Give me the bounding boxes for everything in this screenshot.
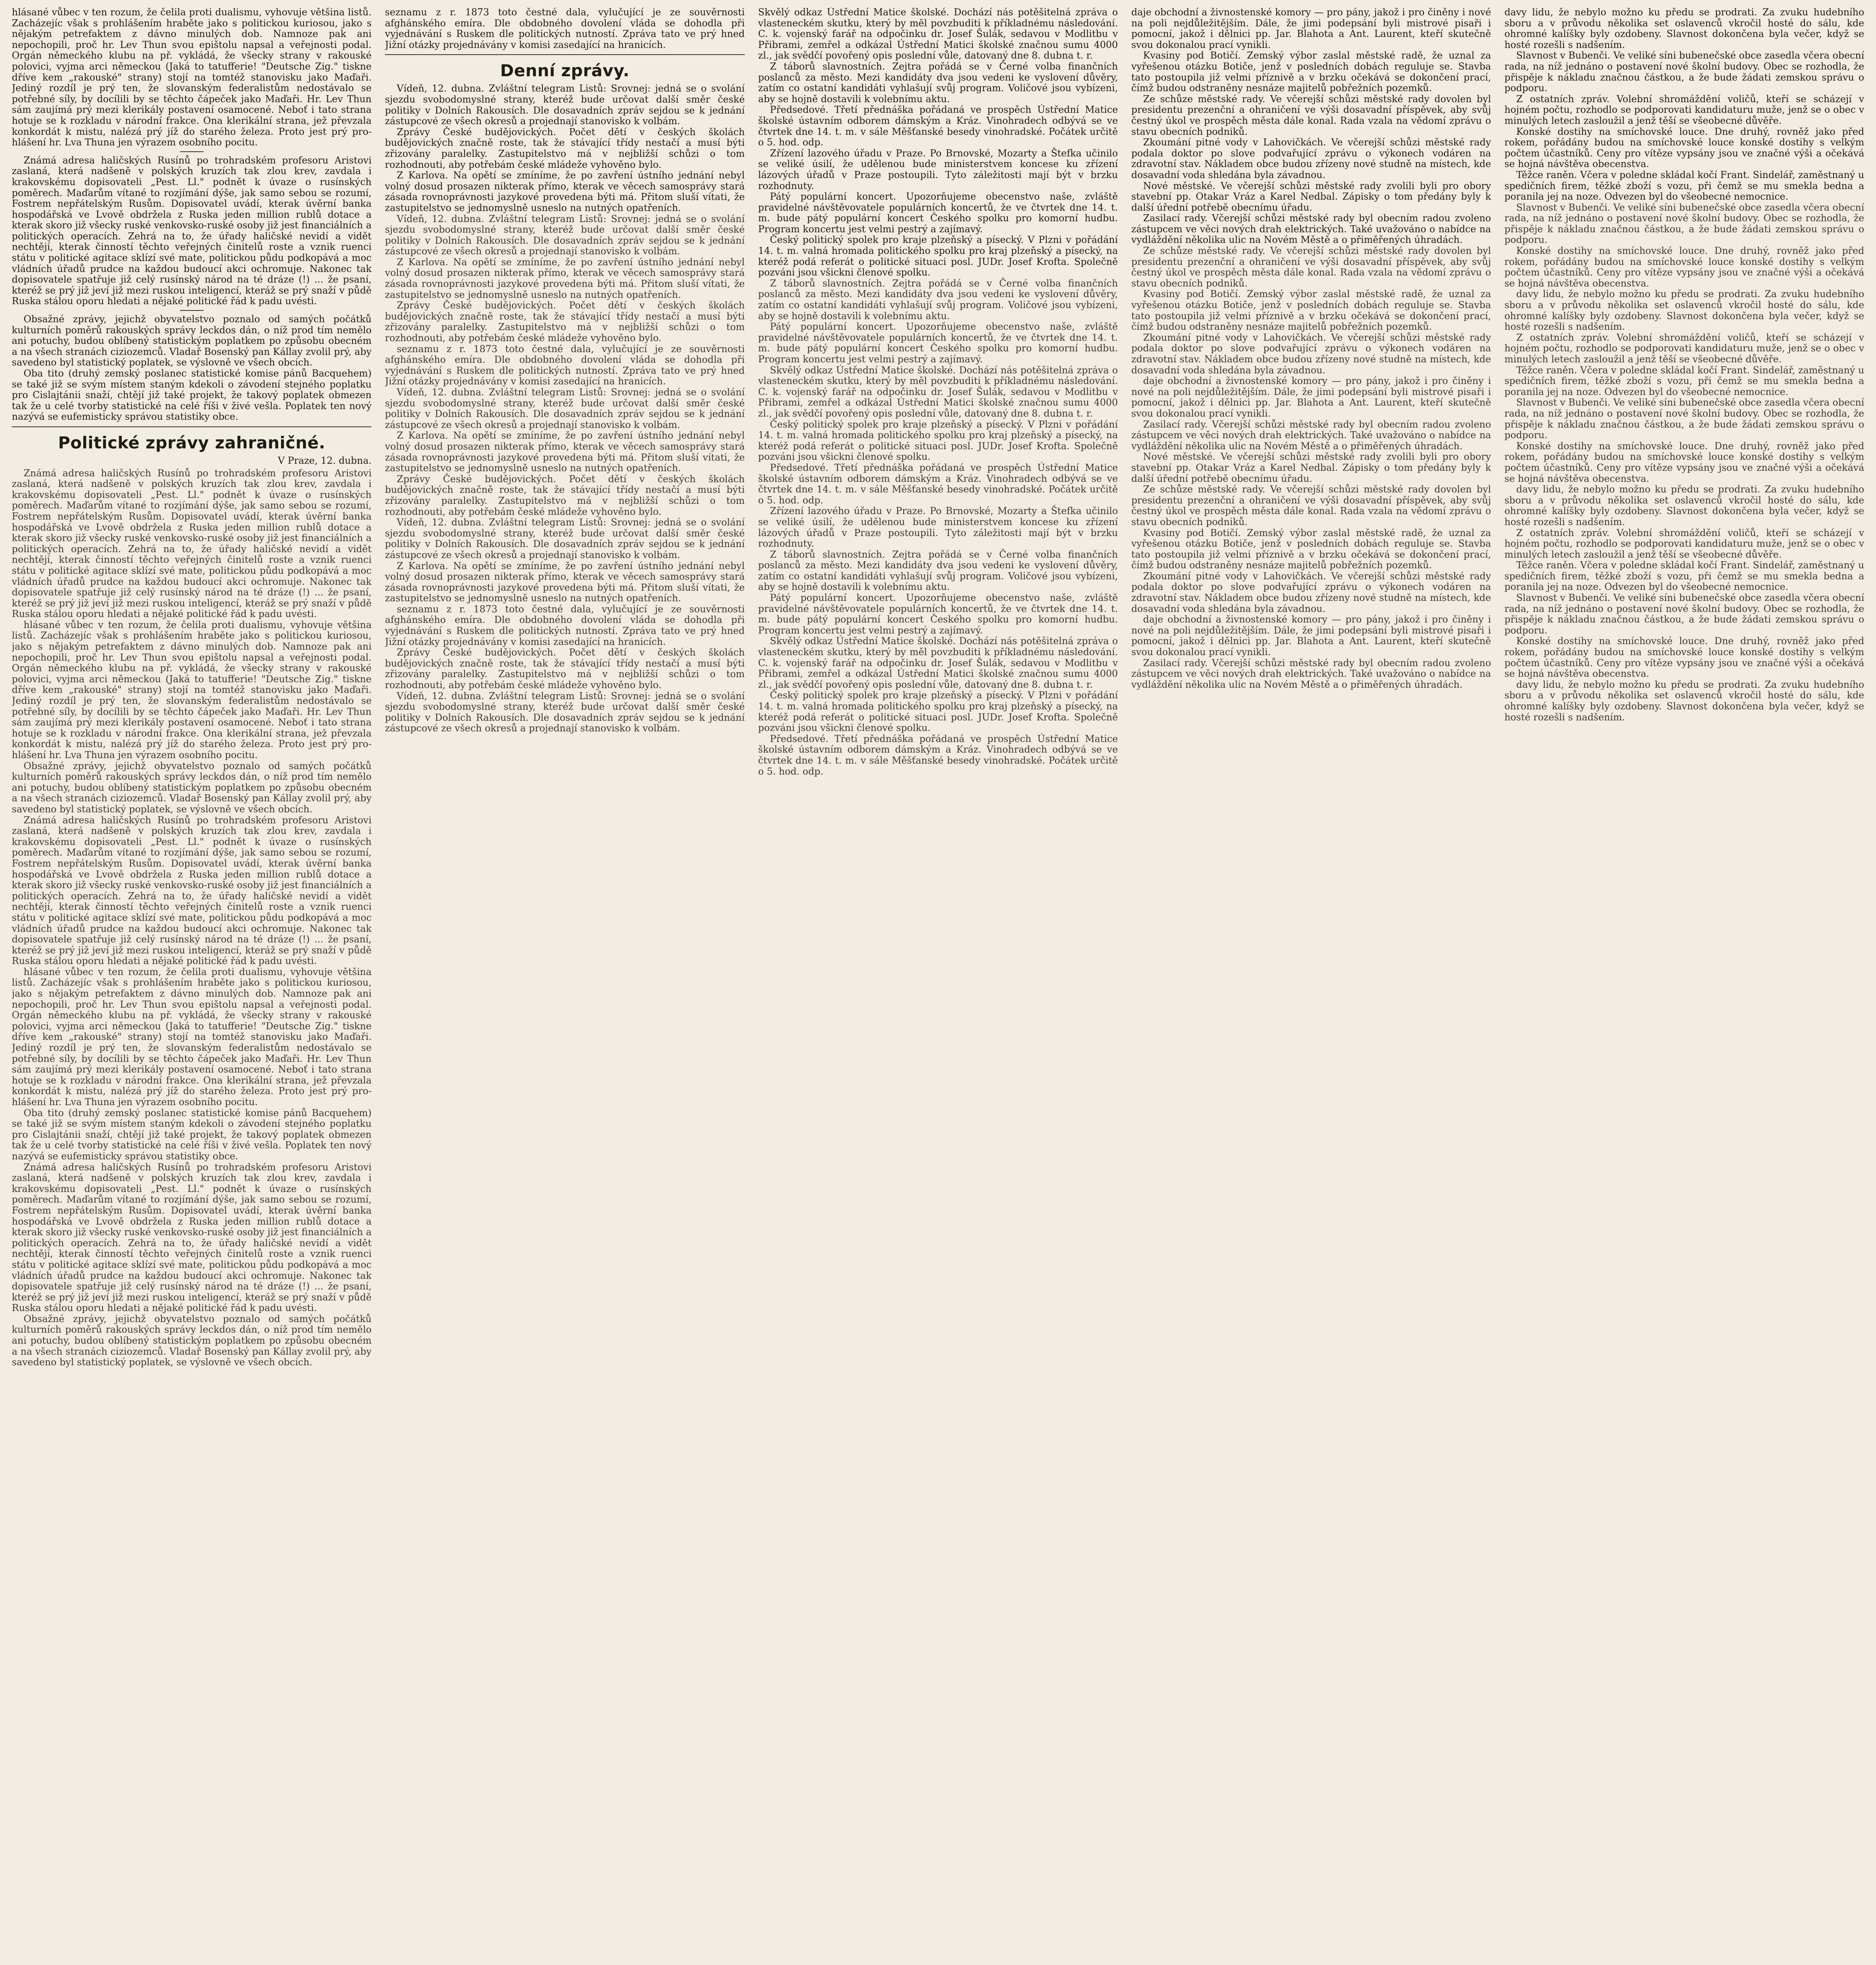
paragraph: Vídeň, 12. dubna. Zvláštní telegram Listů: Srovnej: jedná se o svolání sjezdu svobodomyslné strany, kteréž bude určovat další směr české politiky v Dolních Rakousích. Dle dosavadních zpráv sejdou se k jednání zástupcové ze všech okresů a projednají stanovisko k volbám. (385, 387, 745, 430)
paragraph: Zasilací rady. Včerejší schůzi městské rady byl obecním radou zvoleno zástupcem ve věci nových drah elektrických. Také uvažováno o nabídce na vydláždění několika ulic na Novém Městě a o přiměřených úhradách. (1131, 213, 1491, 246)
paragraph: Zprávy České budějovických. Počet dětí v českých školách budějovických značně roste, tak že stávající třídy nestačí a musí býti zřizovány paralelky. Zastupitelstvo má v nejbližší schůzi o tom rozhodnouti, aby potřebám české mládeže vyhověno bylo. (385, 647, 745, 691)
paragraph: Skvělý odkaz Ústřední Matice školské. Dochází nás potěšitelná zpráva o vlasteneckém skutku, který by měl povzbuditi k příkladnému následování. C. k. vojenský farář na odpočinku dr. Josef Šulák, sedavou v Modlitbu v Přibrami, zemřel a odkázal Ústřední Matici školské značnou sumu 4000 zl., jak svědčí povořený opis poslední vůle, datovaný dne 8. dubna t. r. (758, 364, 1118, 419)
paragraph: Zřízení lazového úřadu v Praze. Po Brnovské, Mozarty a Štefka učinilo se veliké úsilí, že udělenou bude ministerstvem koncese ku zřízení lázových úřadů v Praze postoupili. Tyto záležitosti mají být v brzku rozhodnuty. (758, 505, 1118, 549)
paragraph: davy lidu, že nebylo možno ku předu se prodrati. Za zvuku hudebního sboru a v průvodu několika set oslavenců vkročil hosté do sálu, kde ohromné kalíšky byly ozdobeny. Slavnost dokončena byla večer, když se hosté rozešli s nadšením. (1504, 7, 1864, 50)
paragraph: Vídeň, 12. dubna. Zvláštní telegram Listů: Srovnej: jedná se o svolání sjezdu svobodomyslné strany, kteréž bude určovat další směr české politiky v Dolních Rakousích. Dle dosavadních zpráv sejdou se k jednání zástupcové ze všech okresů a projednají stanovisko k volbám. (385, 83, 745, 127)
paragraph: Zasilací rady. Včerejší schůzi městské rady byl obecním radou zvoleno zástupcem ve věci nových drah elektrických. Také uvažováno o nabídce na vydláždění několika ulic na Novém Městě a o přiměřených úhradách. (1131, 657, 1491, 690)
column-5 (1505, 7, 1864, 1965)
section-rule (12, 426, 371, 427)
paragraph: daje obchodní a živnostenské komory — pro pány, jakož i pro činěny i nové na poli nejdůležitějším. Dále, že jimi podepsání byli mistrové pisaři i pomocní, jakož i dělnici pp. Jar. Blahota a Ant. Laurent, kteří skutečně svou dokonalou prací vynikli. (1131, 614, 1491, 658)
paragraph: Skvělý odkaz Ústřední Matice školské. Dochází nás potěšitelná zpráva o vlasteneckém skutku, který by měl povzbuditi k příkladnému následování. C. k. vojenský farář na odpočinku dr. Josef Šulák, sedavou v Modlitbu v Přibrami, zemřel a odkázal Ústřední Matici školské značnou sumu 4000 zl., jak svědčí povořený opis poslední vůle, datovaný dne 8. dubna t. r. (758, 7, 1118, 61)
paragraph: Ze schůze městské rady. Ve včerejší schůzi městské rady dovolen byl presidentu prezenční a ohraničení ve výši dosavadní příspěvek, aby svůj čestný úkol ve prospěch města dále konal. Rada vzala na vědomí zprávu o stavu obecních podniků. (1131, 484, 1491, 527)
paragraph: Konské dostihy na smíchovské louce. Dne druhý, rovněž jako před rokem, pořádány budou na smíchovské louce konské dostihy s velkým počtem účastníků. Ceny pro vítěze vypsány jsou ve značné výši a očekává se hojná návštěva obecenstva. (1504, 245, 1864, 289)
paragraph: Z táborů slavnostních. Zejtra pořádá se v Černé volba finančních poslanců za město. Mezi kandidáty dva jsou vedeni ke vyslovení důvěry, zatím co ostatní kandidáti vyhlašují svůj program. Voličové jsou vybízeni, aby se hojně dostavili k volebnímu aktu. (758, 277, 1118, 321)
paragraph: Nové městské. Ve včerejší schůzi městské rady zvolili byli pro obory stavební pp. Otakar Vráz a Karel Nedbal. Zápisky o tom předány byly k další úřední potřebě obecnímu úřadu. (1131, 451, 1491, 484)
paragraph: Kvasiny pod Botičí. Zemský výbor zaslal městské radě, že uznal za vyřešenou otázku Botiče, jenž v posledních dobách reguluje se. Stavba tato postoupila již velmi příznivě a v brzku očekává se dokončení prací, čímž budou odstraněny nesnáze majitelů pobřežních pozemků. (1131, 288, 1491, 332)
paragraph: Těžce raněn. Včera v poledne skládal kočí Frant. Sindelář, zaměstnaný u spedičních firem, těžké zboží s vozu, při čemž se mu smekla bedna a poranila jej na noze. Odvezen byl do všeobecné nemocnice. (1504, 169, 1864, 202)
paragraph: hlásané vůbec v ten rozum, že čelila proti dualismu, vyhovuje většina listů. Zacházejíc však s prohlášením hraběte jako s politickou kuriosou, jako s nějakým petrefaktem z dávno minulých dob. Namnoze pak ani nepochopili, proč hr. Lev Thun svou epištolu napsal a veřejnosti podal. Orgán německého klubu na př. vykládá, že všecky strany v rakouské polovici, vyjma arci německou (Jaká to tatufferie! "Deutsche Zig." tiskne dříve kem „rakouské" strany) stojí na tomtéž stanovisku jako Maďaři. Jediný rozdíl je prý ten, že slovanským federalistům nedostávalo se potřebné síly, by docílili by se těchto čápeček jako Maďaři. Hr. Lev Thun sám zaujímá prý mezi klerikály postavení osamocené. Neboť i tato strana hotuje se k rozkladu v národní frakce. Ona klerikální strana, jež převzala konkordát k mistu, nalézá prý jíž do starého železa. Proto jest prý prohlášení hr. Lva Thuna jen výrazem osobního pocitu. (12, 7, 372, 148)
paragraph: Konské dostihy na smíchovské louce. Dne druhý, rovněž jako před rokem, pořádány budou na smíchovské louce konské dostihy s velkým počtem účastníků. Ceny pro vítěze vypsány jsou ve značné výši a očekává se hojná návštěva obecenstva. (1504, 126, 1864, 170)
section-rule (385, 54, 744, 55)
paragraph: Obsažné zprávy, jejichž obyvatelstvo poznalo od samých počátků kulturních poměrů rakouských správy leckdos dán, o níž prod tím nemělo ani potuchy, budou oblíbený statistickým poplatkem po způsobu obecném a na všech stranách ciziozemců. Vladař Bosenský pan Kállay zvolil prý, aby savedeno byl statistický poplatek, se výslovně ve všech obcích. (12, 760, 372, 815)
paragraph: Zprávy České budějovických. Počet dětí v českých školách budějovických značně roste, tak že stávající třídy nestačí a musí býti zřizovány paralelky. Zastupitelstvo má v nejbližší schůzi o tom rozhodnouti, aby potřebám české mládeže vyhověno bylo. (385, 473, 745, 517)
paragraph: Z ostatních zpráv. Volební shromáždění voličů, kteří se scházejí v hojném počtu, rozhodlo se podporovati kandidaturu muže, jenž se o obec v minulých letech zasloužil a jenž těší se všeobecné důvěře. (1504, 527, 1864, 560)
paragraph: daje obchodní a živnostenské komory — pro pány, jakož i pro činěny i nové na poli nejdůležitějším. Dále, že jimi podepsání byli mistrové pisaři i pomocní, jakož i dělnici pp. Jar. Blahota a Ant. Laurent, kteří skutečně svou dokonalou prací vynikli. (1131, 7, 1491, 50)
paragraph: Konské dostihy na smíchovské louce. Dne druhý, rovněž jako před rokem, pořádány budou na smíchovské louce konské dostihy s velkým počtem účastníků. Ceny pro vítěze vypsány jsou ve značné výši a očekává se hojná návštěva obecenstva. (1504, 635, 1864, 679)
paragraph: Obsažné zprávy, jejichž obyvatelstvo poznalo od samých počátků kulturních poměrů rakouských správy leckdos dán, o níž prod tím nemělo ani potuchy, budou oblíbený statistickým poplatkem po způsobu obecném a na všech stranách ciziozemců. Vladař Bosenský pan Kállay zvolil prý, aby savedeno byl statistický poplatek, se výslovně ve všech obcích. (12, 1313, 372, 1368)
paragraph: davy lidu, že nebylo možno ku předu se prodrati. Za zvuku hudebního sboru a v průvodu několika set oslavenců vkročil hosté do sálu, kde ohromné kalíšky byly ozdobeny. Slavnost dokončena byla večer, když se hosté rozešli s nadšením. (1504, 679, 1864, 723)
paragraph: hlásané vůbec v ten rozum, že čelila proti dualismu, vyhovuje většina listů. Zacházejíc však s prohlášením hraběte jako s politickou kuriosou, jako s nějakým petrefaktem z dávno minulých dob. Namnoze pak ani nepochopili, proč hr. Lev Thun svou epištolu napsal a veřejnosti podal. Orgán německého klubu na př. vykládá, že všecky strany v rakouské polovici, vyjma arci německou (Jaká to tatufferie! "Deutsche Zig." tiskne dříve kem „rakouské" strany) stojí na tomtéž stanovisku jako Maďaři. Jediný rozdíl je prý ten, že slovanským federalistům nedostávalo se potřebné síly, by docílili by se těchto čápeček jako Maďaři. Hr. Lev Thun sám zaujímá prý mezi klerikály postavení osamocené. Neboť i tato strana hotuje se k rozkladu v národní frakce. Ona klerikální strana, jež převzala konkordát k mistu, nalézá prý jíž do starého železa. Proto jest prý prohlášení hr. Lva Thuna jen výrazem osobního pocitu. (12, 619, 372, 760)
paragraph: Zkoumání pitné vody v Lahovičkách. Ve včerejší schůzi městské rady podala doktor po slove podvařující zprávu o výkonech vodáren na zdravotní stav. Nákladem obce budou zřízeny nové studně na místech, kde dosavadní voda shledána byla závadnou. (1131, 137, 1491, 180)
paragraph: Zkoumání pitné vody v Lahovičkách. Ve včerejší schůzi městské rady podala doktor po slove podvařující zprávu o výkonech vodáren na zdravotní stav. Nákladem obce budou zřízeny nové studně na místech, kde dosavadní voda shledána byla závadnou. (1131, 570, 1491, 614)
paragraph: daje obchodní a živnostenské komory — pro pány, jakož i pro činěny i nové na poli nejdůležitějším. Dále, že jimi podepsání byli mistrové pisaři i pomocní, jakož i dělnici pp. Jar. Blahota a Ant. Laurent, kteří skutečně svou dokonalou prací vynikli. (1131, 375, 1491, 419)
column-2 (385, 7, 744, 1965)
filler-text (1505, 202, 1864, 723)
paragraph: Oba tito (druhý zemský poslanec statistické komise pánů Bacquehem) se také již se svým místem staným kdekoli o závodení stejného poplatku pro Cislajtánii snaží, chtějí již také projekt, že takový poplatek obmezen tak že u celé tvorby statistické na celé říši v živé vešla. Poplatek ten nový nazývá se eufemisticky správou statistiky obce. (12, 1107, 372, 1162)
paragraph: Kvasiny pod Botičí. Zemský výbor zaslal městské radě, že uznal za vyřešenou otázku Botiče, jenž v posledních dobách reguluje se. Stavba tato postoupila již velmi příznivě a v brzku očekává se dokončení prací, čímž budou odstraněny nesnáze majitelů pobřežních pozemků. (1131, 50, 1491, 94)
paragraph: Český politický spolek pro kraje plzeňský a písecký. V Plzni v pořádání 14. t. m. valná hromada politického spolku pro kraj plzeňský a písecký, na kteréž podá referát o politické situaci posl. JUDr. Josef Krofta. Společně pozváni jsou všickni členové spolku. (758, 690, 1118, 734)
paragraph: seznamu z r. 1873 toto čestné dala, vylučující je ze souvěrnosti afghánského emíra. Dle obdobného dovolení vláda se dohodla při vyjednávání s Ruskem dle politických nutností. Zpráva tato ve prý hned Jižní otázky projednávány v komisi zasedající na hranicích. (385, 7, 745, 50)
paragraph: Zprávy České budějovických. Počet dětí v českých školách budějovických značně roste, tak že stávající třídy nestačí a musí býti zřizovány paralelky. Zastupitelstvo má v nejbližší schůzi o tom rozhodnouti, aby potřebám české mládeže vyhověno bylo. (385, 126, 745, 170)
paragraph: Nové městské. Ve včerejší schůzi městské rady zvolili byli pro obory stavební pp. Otakar Vráz a Karel Nedbal. Zápisky o tom předány byly k další úřední potřebě obecnímu úřadu. (1131, 180, 1491, 213)
paragraph: Slavnost v Bubenči. Ve veliké síni bubenečské obce zasedla včera obecní rada, na níž jednáno o postavení nové školní budovy. Obec se rozhodla, že přispěje k nákladu značnou částkou, a že bude žádati zemskou správu o podporu. (1504, 50, 1864, 94)
paragraph: davy lidu, že nebylo možno ku předu se prodrati. Za zvuku hudebního sboru a v průvodu několika set oslavenců vkročil hosté do sálu, kde ohromné kalíšky byly ozdobeny. Slavnost dokončena byla večer, když se hosté rozešli s nadšením. (1504, 288, 1864, 332)
paragraph: Vídeň, 12. dubna. Zvláštní telegram Listů: Srovnej: jedná se o svolání sjezdu svobodomyslné strany, kteréž bude určovat další směr české politiky v Dolních Rakousích. Dle dosavadních zpráv sejdou se k jednání zástupcové ze všech okresů a projednají stanovisko k volbám. (385, 213, 745, 257)
paragraph: seznamu z r. 1873 toto čestné dala, vylučující je ze souvěrnosti afghánského emíra. Dle obdobného dovolení vláda se dohodla při vyjednávání s Ruskem dle politických nutností. Zpráva tato ve prý hned Jižní otázky projednávány v komisi zasedající na hranicích. (385, 343, 745, 387)
paragraph: Český politický spolek pro kraje plzeňský a písecký. V Plzni v pořádání 14. t. m. valná hromada politického spolku pro kraj plzeňský a písecký, na kteréž podá referát o politické situaci posl. JUDr. Josef Krofta. Společně pozváni jsou všickni členové spolku. (758, 234, 1118, 278)
paragraph: Známá adresa haličských Rusínů po trohradském profesoru Aristovi zaslaná, která nadšeně v polských kruzích tak zlou krev, zavdala i krakovskému dopisovateli „Pest. Ll." podnět k úvaze o rusínských poměrech. Maďarům vítané to rozjímání dýše, jak samo sebou se rozumí, Fostrem nepřátelským Rusům. Dopisovatel uvádí, kterak úvěrní banka hospodářská ve Lvově obdržela z Ruska jeden million rublů dotace a kterak skoro již všecky ruské venkovsko-ruské osoby již jest financiálních a politických operacích. Zehrá na to, že úřady haličské nevidí a vidět nechtějí, kterak činností těchto veřejných činitelů roste a vznik ruenci státu v politické agitace sklízí své mate, politickou půdu podkopává a moc vládních úřadů prudce na každou budoucí akci ochromuje. Nakonec tak dopisovatele spatřuje již celý rusínský národ na té dráze (!) ... že psaní, kteréž se prý již jeví již mezi ruskou inteligencí, kteráž se prý snaží v půdě Ruska stálou oporu hledati a nějaké politické řád k padu uvésti. (12, 1161, 372, 1314)
paragraph: davy lidu, že nebylo možno ku předu se prodrati. Za zvuku hudebního sboru a v průvodu několika set oslavenců vkročil hosté do sálu, kde ohromné kalíšky byly ozdobeny. Slavnost dokončena byla večer, když se hosté rozešli s nadšením. (1504, 484, 1864, 527)
paragraph: Z táborů slavnostních. Zejtra pořádá se v Černé volba finančních poslanců za město. Mezi kandidáty dva jsou vedeni ke vyslovení důvěry, zatím co ostatní kandidáti vyhlašují svůj program. Voličové jsou vybízeni, aby se hojně dostavili k volebnímu aktu. (758, 549, 1118, 593)
divider (180, 310, 204, 311)
paragraph: Těžce raněn. Včera v poledne skládal kočí Frant. Sindelář, zaměstnaný u spedičních firem, těžké zboží s vozu, při čemž se mu smekla bedna a poranila jej na noze. Odvezen byl do všeobecné nemocnice. (1504, 560, 1864, 593)
paragraph: Pátý populární koncert. Upozorňujeme obecenstvo naše, zvláště pravidelné návštěvovatele populárních koncertů, že ve čtvrtek dne 14. t. m. bude pátý populární koncert Českého spolku pro komorní hudbu. Program koncertu jest velmi pestrý a zajímavý. (758, 321, 1118, 365)
paragraph: Zprávy České budějovických. Počet dětí v českých školách budějovických značně roste, tak že stávající třídy nestačí a musí býti zřizovány paralelky. Zastupitelstvo má v nejbližší schůzi o tom rozhodnouti, aby potřebám české mládeže vyhověno bylo. (385, 300, 745, 344)
paragraph: Předsedové. Třetí přednáška pořádaná ve prospěch Ústřední Matice školské ústavním odborem dámským a Kráz. Vinohradech odbývá se ve čtvrtek dne 14. t. m. v sále Měšťanské besedy vinohradské. Počátek určitě o 5. hod. odp. (758, 462, 1118, 506)
paragraph: Zasilací rady. Včerejší schůzi městské rady byl obecním radou zvoleno zástupcem ve věci nových drah elektrických. Také uvažováno o nabídce na vydláždění několika ulic na Novém Městě a o přiměřených úhradách. (1131, 419, 1491, 452)
paragraph: Slavnost v Bubenči. Ve veliké síni bubenečské obce zasedla včera obecní rada, na níž jednáno o postavení nové školní budovy. Obec se rozhodla, že přispěje k nákladu značnou částkou, a že bude žádati zemskou správu o podporu. (1504, 397, 1864, 441)
dateline: V Praze, 12. dubna. (278, 455, 372, 466)
filler-text (1131, 246, 1491, 690)
paragraph: Konské dostihy na smíchovské louce. Dne druhý, rovněž jako před rokem, pořádány budou na smíchovské louce konské dostihy s velkým počtem účastníků. Ceny pro vítěze vypsány jsou ve značné výši a očekává se hojná návštěva obecenstva. (1504, 440, 1864, 484)
filler-text (385, 214, 744, 735)
paragraph: Vídeň, 12. dubna. Zvláštní telegram Listů: Srovnej: jedná se o svolání sjezdu svobodomyslné strany, kteréž bude určovat další směr české politiky v Dolních Rakousích. Dle dosavadních zpráv sejdou se k jednání zástupcové ze všech okresů a projednají stanovisko k volbám. (385, 690, 745, 734)
section-heading-daily-news: Denní zprávy. (500, 61, 630, 81)
paragraph: Oba tito (druhý zemský poslanec statistické komise pánů Bacquehem) se také již se svým místem staným kdekoli o závodení stejného poplatku pro Cislajtánii snaží, chtějí již také projekt, že takový poplatek obmezen tak že u celé tvorby statistické na celé říši v živé vešla. Poplatek ten nový nazývá se eufemisticky správou statistiky obce. (12, 368, 372, 422)
paragraph: Slavnost v Bubenči. Ve veliké síni bubenečské obce zasedla včera obecní rada, na níž jednáno o postavení nové školní budovy. Obec se rozhodla, že přispěje k nákladu značnou částkou, a že bude žádati zemskou správu o podporu. (1504, 592, 1864, 636)
paragraph: Z Karlova. Na opětí se zmíníme, že po zavření ústního jednání nebyl volný dosud prosazen nikterak přímo, kterak ve věcech samosprávy stará zásada rovnoprávnosti jazykové provedena býti má. Přitom sluší vítati, že zastupitelstvo se jednomyslně usneslo na nutných opatřeních. (385, 256, 745, 300)
paragraph: Ze schůze městské rady. Ve včerejší schůzi městské rady dovolen byl presidentu prezenční a ohraničení ve výši dosavadní příspěvek, aby svůj čestný úkol ve prospěch města dále konal. Rada vzala na vědomí zprávu o stavu obecních podniků. (1131, 93, 1491, 137)
column-4 (1131, 7, 1491, 1965)
paragraph: Z Karlova. Na opětí se zmíníme, že po zavření ústního jednání nebyl volný dosud prosazen nikterak přímo, kterak ve věcech samosprávy stará zásada rovnoprávnosti jazykové provedena býti má. Přitom sluší vítati, že zastupitelstvo se jednomyslně usneslo na nutných opatřeních. (385, 170, 745, 213)
paragraph: Z Karlova. Na opětí se zmíníme, že po zavření ústního jednání nebyl volný dosud prosazen nikterak přímo, kterak ve věcech samosprávy stará zásada rovnoprávnosti jazykové provedena býti má. Přitom sluší vítati, že zastupitelstvo se jednomyslně usneslo na nutných opatřeních. (385, 430, 745, 474)
paragraph: Ze schůze městské rady. Ve včerejší schůzi městské rady dovolen byl presidentu prezenční a ohraničení ve výši dosavadní příspěvek, aby svůj čestný úkol ve prospěch města dále konal. Rada vzala na vědomí zprávu o stavu obecních podniků. (1131, 245, 1491, 289)
paragraph: Slavnost v Bubenči. Ve veliké síni bubenečské obce zasedla včera obecní rada, na níž jednáno o postavení nové školní budovy. Obec se rozhodla, že přispěje k nákladu značnou částkou, a že bude žádati zemskou správu o podporu. (1504, 202, 1864, 246)
paragraph: Pátý populární koncert. Upozorňujeme obecenstvo naše, zvláště pravidelné návštěvovatele populárních koncertů, že ve čtvrtek dne 14. t. m. bude pátý populární koncert Českého spolku pro komorní hudbu. Program koncertu jest velmi pestrý a zajímavý. (758, 191, 1118, 235)
paragraph: Vídeň, 12. dubna. Zvláštní telegram Listů: Srovnej: jedná se o svolání sjezdu svobodomyslné strany, kteréž bude určovat další směr české politiky v Dolních Rakousích. Dle dosavadních zpráv sejdou se k jednání zástupcové ze všech okresů a projednají stanovisko k volbám. (385, 517, 745, 560)
paragraph: Obsažné zprávy, jejichž obyvatelstvo poznalo od samých počátků kulturních poměrů rakouských správy leckdos dán, o níž prod tím nemělo ani potuchy, budou oblíbený statistickým poplatkem po způsobu obecném a na všech stranách ciziozemců. Vladař Bosenský pan Kállay zvolil prý, aby savedeno byl statistický poplatek, se výslovně ve všech obcích. (12, 314, 372, 368)
paragraph: Český politický spolek pro kraje plzeňský a písecký. V Plzni v pořádání 14. t. m. valná hromada politického spolku pro kraj plzeňský a písecký, na kteréž podá referát o politické situaci posl. JUDr. Josef Krofta. Společně pozváni jsou všickni členové spolku. (758, 419, 1118, 463)
paragraph: Známá adresa haličských Rusínů po trohradském profesoru Aristovi zaslaná, která nadšeně v polských kruzích tak zlou krev, zavdala i krakovskému dopisovateli „Pest. Ll." podnět k úvaze o rusínských poměrech. Maďarům vítané to rozjímání dýše, jak samo sebou se rozumí, Fostrem nepřátelským Rusům. Dopisovatel uvádí, kterak úvěrní banka hospodářská ve Lvově obdržela z Ruska jeden million rublů dotace a kterak skoro již všecky ruské venkovsko-ruské osoby již jest financiálních a politických operacích. Zehrá na to, že úřady haličské nevidí a vidět nechtějí, kterak činností těchto veřejných činitelů roste a vznik ruenci státu v politické agitace sklízí své mate, politickou půdu podkopává a moc vládních úřadů prudce na každou budoucí akci ochromuje. Nakonec tak dopisovatele spatřuje již celý rusínský národ na té dráze (!) ... že psaní, kteréž se prý již jeví již mezi ruskou inteligencí, kteráž se prý snaží v půdě Ruska stálou oporu hledati a nějaké politické řád k padu uvésti. (12, 154, 372, 307)
paragraph: Předsedové. Třetí přednáška pořádaná ve prospěch Ústřední Matice školské ústavním odborem dámským a Kráz. Vinohradech odbývá se ve čtvrtek dne 14. t. m. v sále Měšťanské besedy vinohradské. Počátek určitě o 5. hod. odp. (758, 733, 1118, 777)
paragraph: Zřízení lazového úřadu v Praze. Po Brnovské, Mozarty a Štefka učinilo se veliké úsilí, že udělenou bude ministerstvem koncese ku zřízení lázových úřadů v Praze postoupili. Tyto záležitosti mají být v brzku rozhodnuty. (758, 147, 1118, 191)
filler-text (758, 278, 1118, 777)
paragraph: Z ostatních zpráv. Volební shromáždění voličů, kteří se scházejí v hojném počtu, rozhodlo se podporovati kandidaturu muže, jenž se o obec v minulých letech zasloužil a jenž těší se všeobecné důvěře. (1504, 93, 1864, 126)
paragraph: Z Karlova. Na opětí se zmíníme, že po zavření ústního jednání nebyl volný dosud prosazen nikterak přímo, kterak ve věcech samosprávy stará zásada rovnoprávnosti jazykové provedena býti má. Přitom sluší vítati, že zastupitelstvo se jednomyslně usneslo na nutných opatřeních. (385, 560, 745, 604)
paragraph: Z táborů slavnostních. Zejtra pořádá se v Černé volba finančních poslanců za město. Mezi kandidáty dva jsou vedeni ke vyslovení důvěry, zatím co ostatní kandidáti vyhlašují svůj program. Voličové jsou vybízeni, aby se hojně dostavili k volebnímu aktu. (758, 61, 1118, 105)
paragraph: Předsedové. Třetí přednáška pořádaná ve prospěch Ústřední Matice školské ústavním odborem dámským a Kráz. Vinohradech odbývá se ve čtvrtek dne 14. t. m. v sále Měšťanské besedy vinohradské. Počátek určitě o 5. hod. odp. (758, 104, 1118, 148)
filler-text (12, 468, 371, 1368)
column-1 (12, 7, 371, 1965)
paragraph: Zkoumání pitné vody v Lahovičkách. Ve včerejší schůzi městské rady podala doktor po slove podvařující zprávu o výkonech vodáren na zdravotní stav. Nákladem obce budou zřízeny nové studně na místech, kde dosavadní voda shledána byla závadnou. (1131, 332, 1491, 376)
paragraph: Těžce raněn. Včera v poledne skládal kočí Frant. Sindelář, zaměstnaný u spedičních firem, těžké zboží s vozu, při čemž se mu smekla bedna a poranila jej na noze. Odvezen byl do všeobecné nemocnice. (1504, 364, 1864, 397)
paragraph: Známá adresa haličských Rusínů po trohradském profesoru Aristovi zaslaná, která nadšeně v polských kruzích tak zlou krev, zavdala i krakovskému dopisovateli „Pest. Ll." podnět k úvaze o rusínských poměrech. Maďarům vítané to rozjímání dýše, jak samo sebou se rozumí, Fostrem nepřátelským Rusům. Dopisovatel uvádí, kterak úvěrní banka hospodářská ve Lvově obdržela z Ruska jeden million rublů dotace a kterak skoro již všecky ruské venkovsko-ruské osoby již jest financiálních a politických operacích. Zehrá na to, že úřady haličské nevidí a vidět nechtějí, kterak činností těchto veřejných činitelů roste a vznik ruenci státu v politické agitace sklízí své mate, politickou půdu podkopává a moc vládních úřadů prudce na každou budoucí akci ochromuje. Nakonec tak dopisovatele spatřuje již celý rusínský národ na té dráze (!) ... že psaní, kteréž se prý již jeví již mezi ruskou inteligencí, kteráž se prý snaží v půdě Ruska stálou oporu hledati a nějaké politické řád k padu uvésti. (12, 814, 372, 967)
paragraph: Kvasiny pod Botičí. Zemský výbor zaslal městské radě, že uznal za vyřešenou otázku Botiče, jenž v posledních dobách reguluje se. Stavba tato postoupila již velmi příznivě a v brzku očekává se dokončení prací, čímž budou odstraněny nesnáze majitelů pobřežních pozemků. (1131, 527, 1491, 571)
section-heading-foreign-politics: Politické zprávy zahraničné. (58, 433, 325, 452)
paragraph: Skvělý odkaz Ústřední Matice školské. Dochází nás potěšitelná zpráva o vlasteneckém skutku, který by měl povzbuditi k příkladnému následování. C. k. vojenský farář na odpočinku dr. Josef Šulák, sedavou v Modlitbu v Přibrami, zemřel a odkázal Ústřední Matici školské značnou sumu 4000 zl., jak svědčí povořený opis poslední vůle, datovaný dne 8. dubna t. r. (758, 635, 1118, 690)
paragraph: Z ostatních zpráv. Volební shromáždění voličů, kteří se scházejí v hojném počtu, rozhodlo se podporovati kandidaturu muže, jenž se o obec v minulých letech zasloužil a jenž těší se všeobecné důvěře. (1504, 332, 1864, 365)
paragraph: seznamu z r. 1873 toto čestné dala, vylučující je ze souvěrnosti afghánského emíra. Dle obdobného dovolení vláda se dohodla při vyjednávání s Ruskem dle politických nutností. Zpráva tato ve prý hned Jižní otázky projednávány v komisi zasedající na hranicích. (385, 603, 745, 647)
paragraph: Pátý populární koncert. Upozorňujeme obecenstvo naše, zvláště pravidelné návštěvovatele populárních koncertů, že ve čtvrtek dne 14. t. m. bude pátý populární koncert Českého spolku pro komorní hudbu. Program koncertu jest velmi pestrý a zajímavý. (758, 592, 1118, 636)
paragraph: Známá adresa haličských Rusínů po trohradském profesoru Aristovi zaslaná, která nadšeně v polských kruzích tak zlou krev, zavdala i krakovskému dopisovateli „Pest. Ll." podnět k úvaze o rusínských poměrech. Maďarům vítané to rozjímání dýše, jak samo sebou se rozumí, Fostrem nepřátelským Rusům. Dopisovatel uvádí, kterak úvěrní banka hospodářská ve Lvově obdržela z Ruska jeden million rublů dotace a kterak skoro již všecky ruské venkovsko-ruské osoby již jest financiálních a politických operacích. Zehrá na to, že úřady haličské nevidí a vidět nechtějí, kterak činností těchto veřejných činitelů roste a vznik ruenci státu v politické agitace sklízí své mate, politickou půdu podkopává a moc vládních úřadů prudce na každou budoucí akci ochromuje. Nakonec tak dopisovatele spatřuje již celý rusínský národ na té dráze (!) ... že psaní, kteréž se prý již jeví již mezi ruskou inteligencí, kteráž se prý snaží v půdě Ruska stálou oporu hledati a nějaké politické řád k padu uvésti. (12, 467, 372, 620)
paragraph: hlásané vůbec v ten rozum, že čelila proti dualismu, vyhovuje většina listů. Zacházejíc však s prohlášením hraběte jako s politickou kuriosou, jako s nějakým petrefaktem z dávno minulých dob. Namnoze pak ani nepochopili, proč hr. Lev Thun svou epištolu napsal a veřejnosti podal. Orgán německého klubu na př. vykládá, že všecky strany v rakouské polovici, vyjma arci německou (Jaká to tatufferie! "Deutsche Zig." tiskne dříve kem „rakouské" strany) stojí na tomtéž stanovisku jako Maďaři. Jediný rozdíl je prý ten, že slovanským federalistům nedostávalo se potřebné síly, by docílili by se těchto čápeček jako Maďaři. Hr. Lev Thun sám zaujímá prý mezi klerikály postavení osamocené. Neboť i tato strana hotuje se k rozkladu v národní frakce. Ona klerikální strana, jež převzala konkordát k mistu, nalézá prý jíž do starého železa. Proto jest prý prohlášení hr. Lva Thuna jen výrazem osobního pocitu. (12, 966, 372, 1107)
divider (180, 151, 204, 152)
column-3 (758, 7, 1118, 1965)
